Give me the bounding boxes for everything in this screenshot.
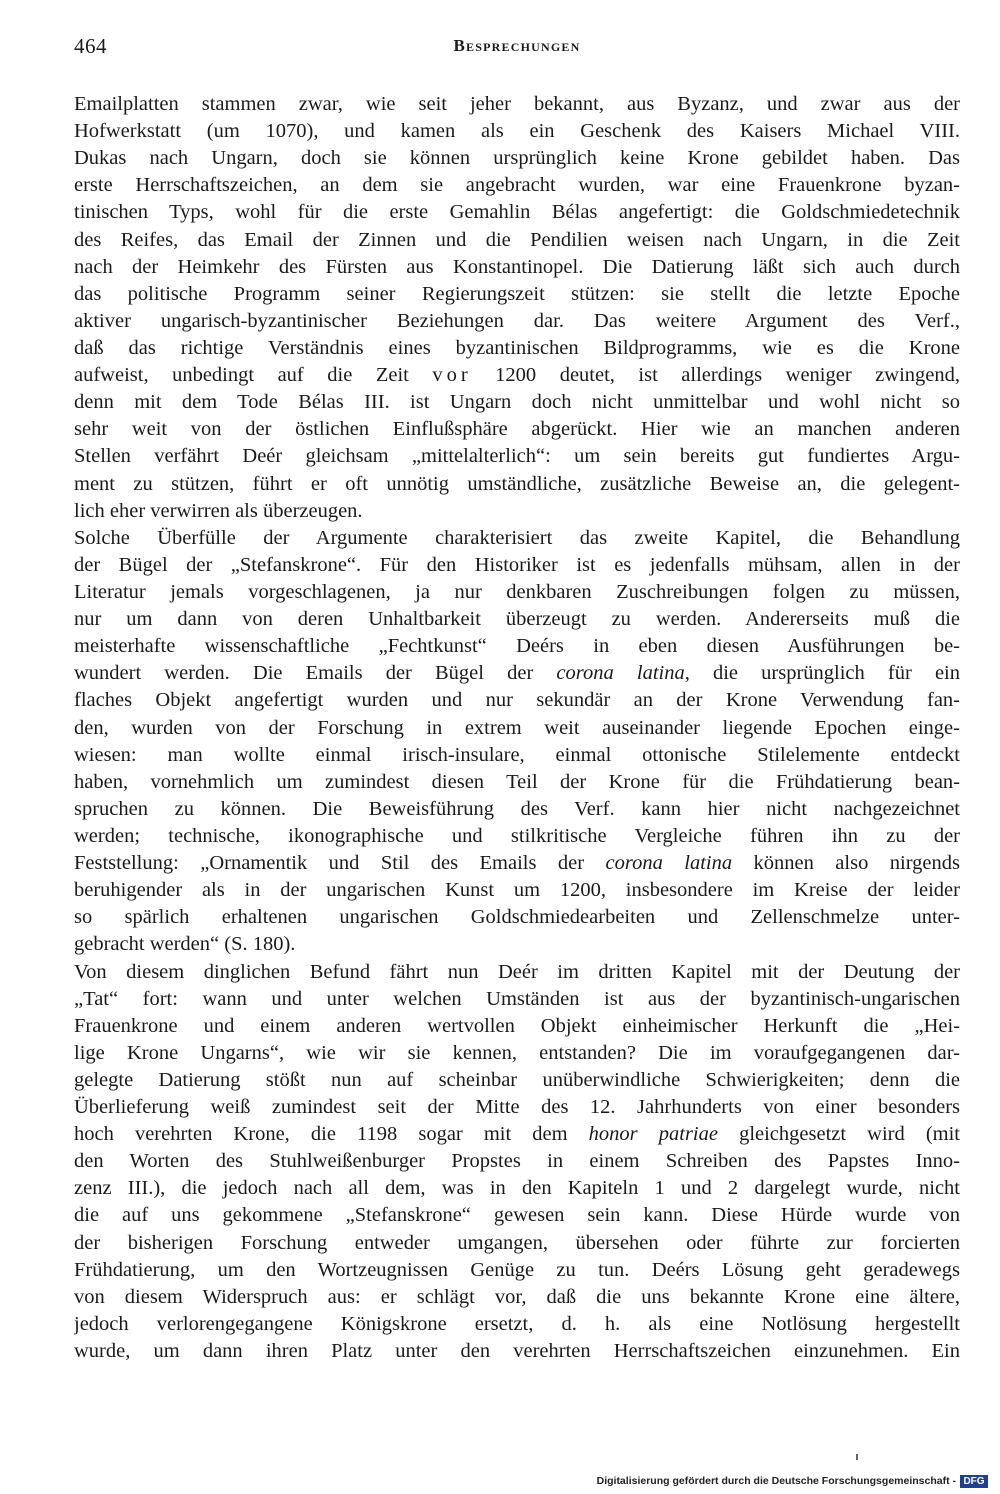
text-line: Dukas nach Ungarn, doch sie können ursprünglich keine Krone gebildet haben. Das xyxy=(74,147,960,170)
text-segment: Feststellung: „Ornamentik und Stil des Emails der xyxy=(74,852,606,875)
text-line: meisterhafte wissenschaftliche „Fechtkunst“ Deérs in eben diesen Ausführungen be- xyxy=(74,635,960,658)
text-line: wurde, um dann ihren Platz unter den verehrten Herrschaftszeichen einzunehmen. Ein xyxy=(74,1340,960,1363)
text-line: der bisherigen Forschung entweder umgangen, übersehen oder führte zur forcierten xyxy=(74,1231,960,1254)
text-line: haben, vornehmlich um zumindest diesen Teil der Krone für die Frühdatierung bean- xyxy=(74,770,960,793)
text-line xyxy=(74,850,960,877)
text-line: der Bügel der „Stefanskrone“. Für den Historiker ist es jedenfalls mühsam, allen in der xyxy=(74,553,960,576)
text-line: „Tat“ fort: wann und unter welchen Umständen ist aus der byzantinisch-ungarischen xyxy=(74,987,960,1010)
text-line: Emailplatten stammen zwar, wie seit jeher bekannt, aus Byzanz, und zwar aus der xyxy=(74,93,960,115)
text-line: gelegte Datierung stößt nun auf scheinbar unüberwindliche Schwierigkeiten; denn die xyxy=(74,1068,960,1091)
page-number: 464 xyxy=(74,34,107,58)
text-line: nach der Heimkehr des Fürsten aus Konstantinopel. Die Datierung läßt sich auch durch xyxy=(74,255,960,278)
text-line: Frühdatierung, um den Wortzeugnissen Genüge zu tun. Deérs Lösung geht geradewegs xyxy=(74,1258,960,1281)
text-line: Solche Überfülle der Argumente charakterisiert das zweite Kapitel, die Behandlung xyxy=(74,526,960,549)
text-segment: , die ursprünglich für ein xyxy=(684,662,960,685)
italic-term: corona latina xyxy=(605,852,733,875)
text-line: ment zu stützen, führt er oft unnötig umständliche, zusätzliche Beweise an, die gelegent- xyxy=(74,472,960,495)
spaced-emphasis: vor xyxy=(432,364,472,387)
text-line: nur um dann von deren Unhaltbarkeit überzeugt zu werden. Andererseits muß die xyxy=(74,608,960,631)
text-line: daß das richtige Verständnis eines byzantinischen Bildprogramms, wie es die Krone xyxy=(74,336,960,359)
body-text xyxy=(74,91,960,1365)
text-line: tinischen Typs, wohl für die erste Gemahlin Bélas angefertigt: die Goldschmiedetechnik xyxy=(74,201,960,224)
text-line: lige Krone Ungarns“, wie wir sie kennen, entstanden? Die im voraufgegangenen dar- xyxy=(74,1041,960,1064)
text-line: denn mit dem Tode Bélas III. ist Ungarn doch nicht unmittelbar und wohl nicht so xyxy=(74,391,960,414)
text-segment: gleichgesetzt wird (mit xyxy=(717,1123,960,1146)
text-line: werden; technische, ikonographische und stilkritische Vergleiche führen ihn zu der xyxy=(74,824,960,847)
text-segment: aufweist, unbedingt auf die Zeit xyxy=(74,364,433,387)
text-line: flaches Objekt angefertigt wurden und nur sekundär an der Krone Verwendung fan- xyxy=(74,689,960,712)
dfg-logo: DFG xyxy=(960,1475,988,1488)
text-line: Überlieferung weiß zumindest seit der Mitte des 12. Jahrhunderts von einer besonders xyxy=(74,1096,960,1119)
italic-term: honor patriae xyxy=(588,1123,718,1146)
text-line: Hofwerkstatt (um 1070), und kamen als ein Geschenk des Kaisers Michael VIII. xyxy=(74,120,960,143)
text-line xyxy=(74,362,960,389)
text-line: aktiver ungarisch-byzantinischer Beziehungen dar. Das weitere Argument des Verf., xyxy=(74,309,960,332)
text-line: das politische Programm seiner Regierungszeit stützen: sie stellt die letzte Epoche xyxy=(74,282,960,305)
scan-mark xyxy=(856,1454,858,1460)
page-header xyxy=(74,34,960,64)
text-segment: wundert werden. Die Emails der Bügel der xyxy=(74,662,557,685)
text-line: so spärlich erhaltenen ungarischen Goldschmiedearbeiten und Zellenschmelze unter- xyxy=(74,906,960,929)
text-segment: hoch verehrten Krone, die 1198 sogar mit dem xyxy=(74,1123,589,1146)
text-line xyxy=(74,660,960,687)
running-head: Besprechungen xyxy=(453,36,581,55)
text-line: von diesem Widerspruch aus: er schlägt vor, daß die uns bekannte Krone eine ältere, xyxy=(74,1285,960,1308)
text-segment: können also nirgends xyxy=(732,852,960,875)
text-line: Von diesem dinglichen Befund fährt nun Deér im dritten Kapitel mit der Deutung der xyxy=(74,960,960,983)
footer-credit: Digitalisierung gefördert durch die Deutsche Forschungsgemeinschaft - xyxy=(596,1475,956,1487)
text-line: die auf uns gekommene „Stefanskrone“ gewesen sein kann. Diese Hürde wurde von xyxy=(74,1204,960,1227)
text-line: Frauenkrone und einem anderen wertvollen Objekt einheimischer Herkunft die „Hei- xyxy=(74,1014,960,1037)
text-line xyxy=(74,1121,960,1148)
text-line: wiesen: man wollte einmal irisch-insulare, einmal ottonische Stilelemente entdeckt xyxy=(74,743,960,766)
text-line: sehr weit von der östlichen Einflußsphäre abgerückt. Hier wie an manchen anderen xyxy=(74,418,960,441)
italic-term: corona latina xyxy=(556,662,685,685)
text-line: beruhigender als in der ungarischen Kunst um 1200, insbesondere im Kreise der leider xyxy=(74,879,960,902)
text-line: zenz III.), die jedoch nach all dem, was in den Kapiteln 1 und 2 dargelegt wurde, nicht xyxy=(74,1177,960,1200)
text-line: Stellen verfährt Deér gleichsam „mittelalterlich“: um sein bereits gut fundiertes Argu- xyxy=(74,445,960,468)
text-line: den, wurden von der Forschung in extrem weit auseinander liegende Epochen einge- xyxy=(74,716,960,739)
text-line: jedoch verlorengegangene Königskrone ersetzt, d. h. als eine Notlösung hergestellt xyxy=(74,1312,960,1335)
text-line: Literatur jemals vorgeschlagenen, ja nur denkbaren Zuschreibungen folgen zu müssen, xyxy=(74,580,960,603)
text-line: spruchen zu können. Die Beweisführung des Verf. kann hier nicht nachgezeichnet xyxy=(74,797,960,820)
text-line: des Reifes, das Email der Zinnen und die Pendilien weisen nach Ungarn, in die Zeit xyxy=(74,228,960,251)
text-line: den Worten des Stuhlweißenburger Propstes in einem Schreiben des Papstes Inno- xyxy=(74,1150,960,1173)
text-line: erste Herrschaftszeichen, an dem sie angebracht wurden, war eine Frauenkrone byzan- xyxy=(74,174,960,197)
text-line: lich eher verwirren als überzeugen. xyxy=(74,499,363,522)
text-line: gebracht werden“ (S. 180). xyxy=(74,933,296,956)
text-segment: 1200 deutet, ist allerdings weniger zwingend, xyxy=(471,364,960,387)
digitization-footer xyxy=(597,1474,988,1488)
